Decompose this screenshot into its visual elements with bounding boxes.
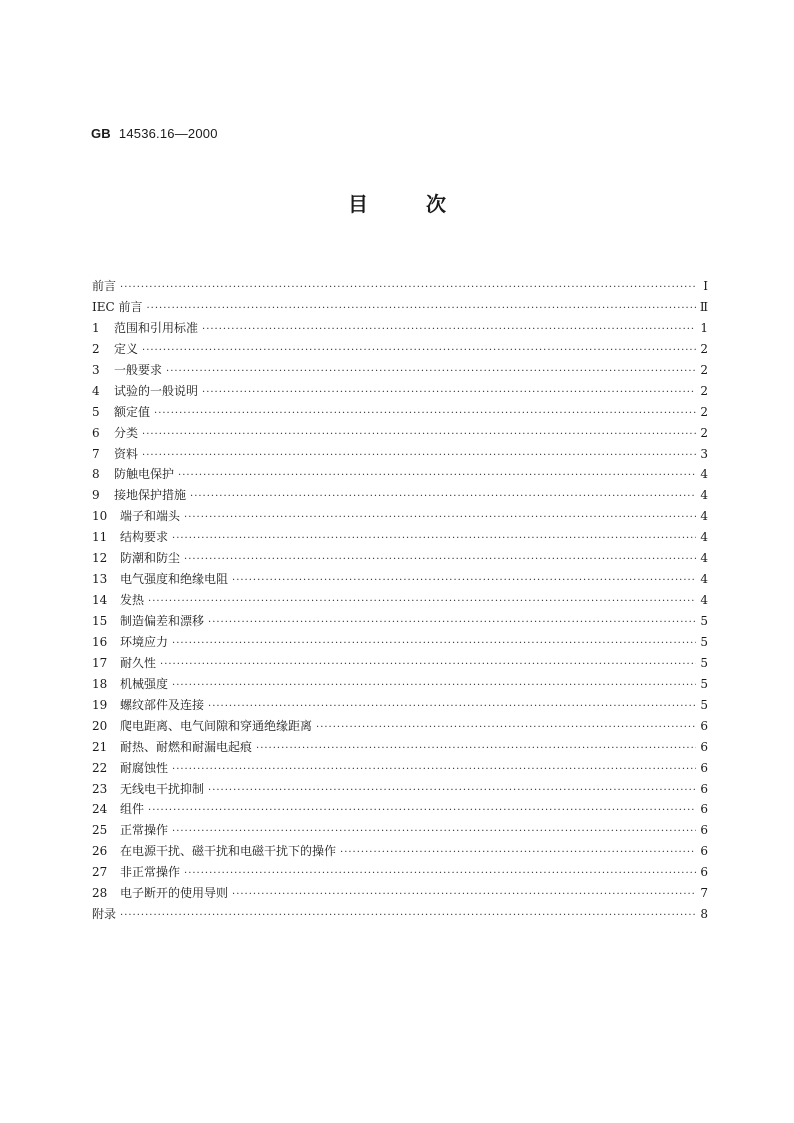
toc-entry[interactable] [92, 423, 708, 444]
toc-entry-label: 防触电保护 [114, 467, 175, 482]
toc-leader-dots [120, 906, 696, 927]
toc-entry-page: Ⅱ [699, 299, 708, 314]
toc-leader-dots [172, 822, 696, 843]
toc-entry-number: 17 [92, 655, 108, 670]
toc-entry[interactable] [92, 758, 708, 779]
toc-entry-number: 9 [92, 488, 100, 503]
toc-leader-dots [147, 299, 696, 320]
toc-entry-number: 3 [92, 362, 100, 377]
toc-entry-number: 23 [92, 781, 108, 796]
toc-entry[interactable] [92, 674, 708, 695]
toc-entry-label: 耐腐蚀性 [120, 760, 169, 775]
toc-entry-label: 耐热、耐燃和耐漏电起痕 [120, 739, 253, 754]
toc-entry-number: 13 [92, 572, 108, 587]
toc-entry-page: 6 [700, 781, 708, 796]
toc-entry[interactable] [92, 506, 708, 527]
toc-entry[interactable] [92, 862, 708, 883]
toc-entry-number: 21 [92, 739, 108, 754]
toc-leader-dots [172, 634, 696, 655]
toc-entry-page: 2 [700, 425, 708, 440]
toc-leader-dots [178, 466, 696, 487]
toc-entry-page: 6 [700, 844, 708, 859]
toc-entry[interactable] [92, 569, 708, 590]
toc-leader-dots [172, 676, 696, 697]
title-char-1: 目 [348, 192, 368, 216]
toc-leader-dots [232, 571, 696, 592]
toc-leader-dots [184, 864, 696, 885]
toc-entry[interactable] [92, 360, 708, 381]
toc-entry-page: 6 [700, 865, 708, 880]
toc-entry-page: 5 [700, 697, 708, 712]
toc-entry-page: 5 [700, 634, 708, 649]
toc-entry[interactable] [92, 820, 708, 841]
toc-entry-label: IEC 前言 [92, 299, 143, 314]
toc-entry-label: 电气强度和绝缘电阻 [120, 572, 229, 587]
toc-entry-number: 25 [92, 823, 108, 838]
toc-entry[interactable] [92, 381, 708, 402]
toc-entry-page: 4 [700, 530, 708, 545]
toc-entry[interactable] [92, 485, 708, 506]
toc-entry-number: 5 [92, 404, 100, 419]
toc-entry-page: 5 [700, 676, 708, 691]
toc-leader-dots [120, 278, 696, 299]
toc-leader-dots [172, 760, 696, 781]
toc-entry-label: 正常操作 [120, 823, 169, 838]
toc-entry-label: 制造偏差和漂移 [120, 614, 205, 628]
toc-entry[interactable] [92, 548, 708, 569]
toc-entry-label: 试验的一般说明 [114, 383, 199, 398]
toc-entry[interactable] [92, 590, 708, 611]
toc-entry-page: 6 [700, 760, 708, 775]
page-title [0, 188, 794, 217]
toc-entry-number: 22 [92, 760, 108, 775]
toc-entry[interactable] [92, 737, 708, 758]
toc-entry[interactable] [92, 444, 708, 465]
toc-entry-label: 非正常操作 [120, 865, 181, 880]
toc-entry-label: 防潮和防尘 [120, 551, 181, 566]
toc-entry-label: 在电源干扰、磁干扰和电磁干扰下的操作 [120, 844, 337, 859]
toc-leader-dots [208, 697, 696, 718]
toc-entry-page: 4 [700, 509, 708, 524]
toc-entry-page: 4 [700, 488, 708, 503]
toc-entry-page: 1 [700, 320, 708, 335]
toc-entry-page: 5 [700, 655, 708, 670]
toc-entry-number: 15 [92, 614, 108, 628]
toc-entry-number: 1 [92, 320, 100, 335]
toc-entry-label: 组件 [120, 802, 145, 817]
toc-entry-number: 14 [92, 593, 108, 608]
toc-entry-number: 11 [92, 530, 108, 545]
toc-leader-dots [142, 341, 696, 362]
toc-entry-number: 2 [92, 341, 100, 356]
toc-leader-dots [184, 508, 696, 529]
toc-entry-label: 分类 [114, 425, 139, 440]
toc-leader-dots [232, 885, 696, 906]
toc-entry-label: 附录 [92, 907, 117, 922]
toc-entry-label: 发热 [120, 593, 145, 608]
toc-entry-page: 4 [700, 572, 708, 587]
toc-entry-number: 20 [92, 718, 108, 733]
toc-entry[interactable] [92, 632, 708, 653]
toc-leader-dots [190, 487, 696, 508]
standard-code: 14536.16—2000 [118, 126, 218, 141]
toc-entry-page: 2 [700, 383, 708, 398]
toc-entry[interactable] [92, 276, 708, 297]
toc-entry-label: 接地保护措施 [114, 488, 187, 503]
toc-entry-number: 4 [92, 383, 100, 398]
toc-entry-page: 5 [700, 614, 708, 628]
toc-entry-number: 19 [92, 697, 108, 712]
toc-entry[interactable] [92, 402, 708, 423]
toc-entry-label: 螺纹部件及连接 [120, 697, 205, 712]
toc-entry[interactable] [92, 653, 708, 674]
toc-entry[interactable] [92, 318, 708, 339]
toc-leader-dots [148, 801, 696, 822]
toc-leader-dots [202, 383, 696, 404]
toc-entry-page: 3 [700, 446, 708, 461]
toc-leader-dots [160, 655, 696, 676]
toc-entry[interactable] [92, 841, 708, 862]
toc-leader-dots [208, 613, 696, 634]
toc-entry-page: 4 [700, 593, 708, 608]
toc-leader-dots [340, 843, 696, 864]
toc-leader-dots [172, 529, 696, 550]
toc-entry-label: 电子断开的使用导则 [120, 886, 229, 901]
toc-entry-label: 耐久性 [120, 655, 157, 670]
toc-entry[interactable] [92, 695, 708, 716]
toc-entry[interactable] [92, 779, 708, 800]
toc-entry[interactable] [92, 883, 708, 904]
toc-leader-dots [184, 550, 696, 571]
toc-entry-page: 4 [700, 467, 708, 482]
toc-entry-label: 无线电干扰抑制 [120, 781, 205, 796]
title-char-2: 次 [426, 192, 446, 216]
toc-entry-page: 2 [700, 362, 708, 377]
toc-entry-label: 前言 [92, 279, 117, 293]
toc-entry[interactable] [92, 904, 708, 925]
toc-entry-page: 6 [700, 823, 708, 838]
toc-entry-number: 8 [92, 467, 100, 482]
toc-entry-page: 6 [700, 802, 708, 817]
toc-entry-number: 16 [92, 634, 108, 649]
toc-entry-label: 结构要求 [120, 530, 169, 545]
toc-entry[interactable] [92, 297, 708, 318]
toc-entry-number: 24 [92, 802, 108, 817]
toc-entry-label: 额定值 [114, 404, 151, 419]
toc-leader-dots [154, 404, 696, 425]
toc-entry[interactable] [92, 527, 708, 548]
toc-entry-page: 6 [700, 718, 708, 733]
toc-leader-dots [208, 781, 696, 802]
toc-entry-page: 8 [700, 907, 708, 922]
toc-entry-page: 2 [700, 341, 708, 356]
toc-entry-page: 2 [700, 404, 708, 419]
document-header [91, 126, 218, 141]
toc-entry-label: 机械强度 [120, 676, 169, 691]
toc-entry[interactable] [92, 799, 708, 820]
toc-leader-dots [256, 739, 696, 760]
toc-leader-dots [202, 320, 696, 341]
toc-entry-page: Ⅰ [703, 279, 708, 293]
toc-leader-dots [316, 718, 696, 739]
toc-entry-label: 爬电距离、电气间隙和穿通绝缘距离 [120, 718, 313, 733]
toc-entry-number: 10 [92, 509, 108, 524]
toc-entry-label: 环境应力 [120, 634, 169, 649]
toc-entry-label: 一般要求 [114, 362, 163, 377]
toc-entry-label: 范围和引用标准 [114, 320, 199, 335]
toc-entry-number: 6 [92, 425, 100, 440]
toc-entry-page: 4 [700, 551, 708, 566]
table-of-contents [92, 276, 708, 925]
toc-entry-label: 定义 [114, 341, 139, 356]
toc-leader-dots [142, 446, 696, 467]
toc-entry-number: 18 [92, 676, 108, 691]
toc-entry-label: 资料 [114, 446, 139, 461]
toc-entry[interactable] [92, 464, 708, 485]
toc-entry-page: 6 [700, 739, 708, 754]
toc-entry[interactable] [92, 716, 708, 737]
toc-entry[interactable] [92, 611, 708, 632]
standard-prefix: GB [91, 126, 111, 141]
toc-entry-number: 28 [92, 886, 108, 901]
toc-leader-dots [142, 425, 696, 446]
toc-entry-number: 27 [92, 865, 108, 880]
toc-entry-number: 12 [92, 551, 108, 566]
toc-entry[interactable] [92, 339, 708, 360]
toc-entry-number: 26 [92, 844, 108, 859]
toc-leader-dots [166, 362, 696, 383]
toc-entry-number: 7 [92, 446, 100, 461]
toc-entry-page: 7 [700, 886, 708, 901]
toc-entry-label: 端子和端头 [120, 509, 181, 524]
toc-leader-dots [148, 592, 696, 613]
